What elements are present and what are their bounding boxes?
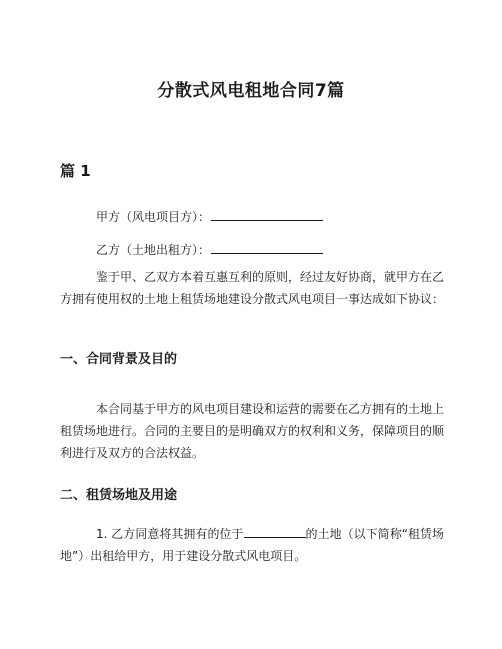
part-heading: 篇 1 xyxy=(60,162,91,180)
party-a-label: 甲方（风电项目方）： xyxy=(96,210,211,224)
document-title: 分散式风电租地合同7篇 xyxy=(157,81,345,101)
section-2-item-1-suffix: 的土地（以下简称“租赁场地”）出租给甲方，用于建设分散式风电项目。 xyxy=(60,527,445,563)
section-1-heading: 一、合同背景及目的 xyxy=(60,352,178,367)
party-b-field xyxy=(96,241,323,258)
section-2-item-1 xyxy=(60,523,444,567)
location-blank xyxy=(244,526,306,538)
section-2-heading: 二、租赁场地及用途 xyxy=(60,488,178,503)
intro-paragraph: 鉴于甲、乙双方本着互惠互利的原则，经过友好协商，就甲方在乙方拥有使用权的土地上租赁场地建设分散式风电项目一事达成如下协议： xyxy=(60,270,445,306)
party-b-blank xyxy=(211,241,323,254)
party-a-field xyxy=(96,208,323,225)
section-1-body: 本合同基于甲方的风电项目建设和运营的需要在乙方拥有的土地上租赁场地进行。合同的主要目的是明确双方的权利和义务，保障项目的顺利进行及双方的合法权益。 xyxy=(60,402,445,460)
party-a-blank xyxy=(211,208,323,221)
party-b-label: 乙方（土地出租方）： xyxy=(96,243,211,257)
section-2-item-1-prefix: 1. 乙方同意将其拥有的位于 xyxy=(96,527,244,541)
